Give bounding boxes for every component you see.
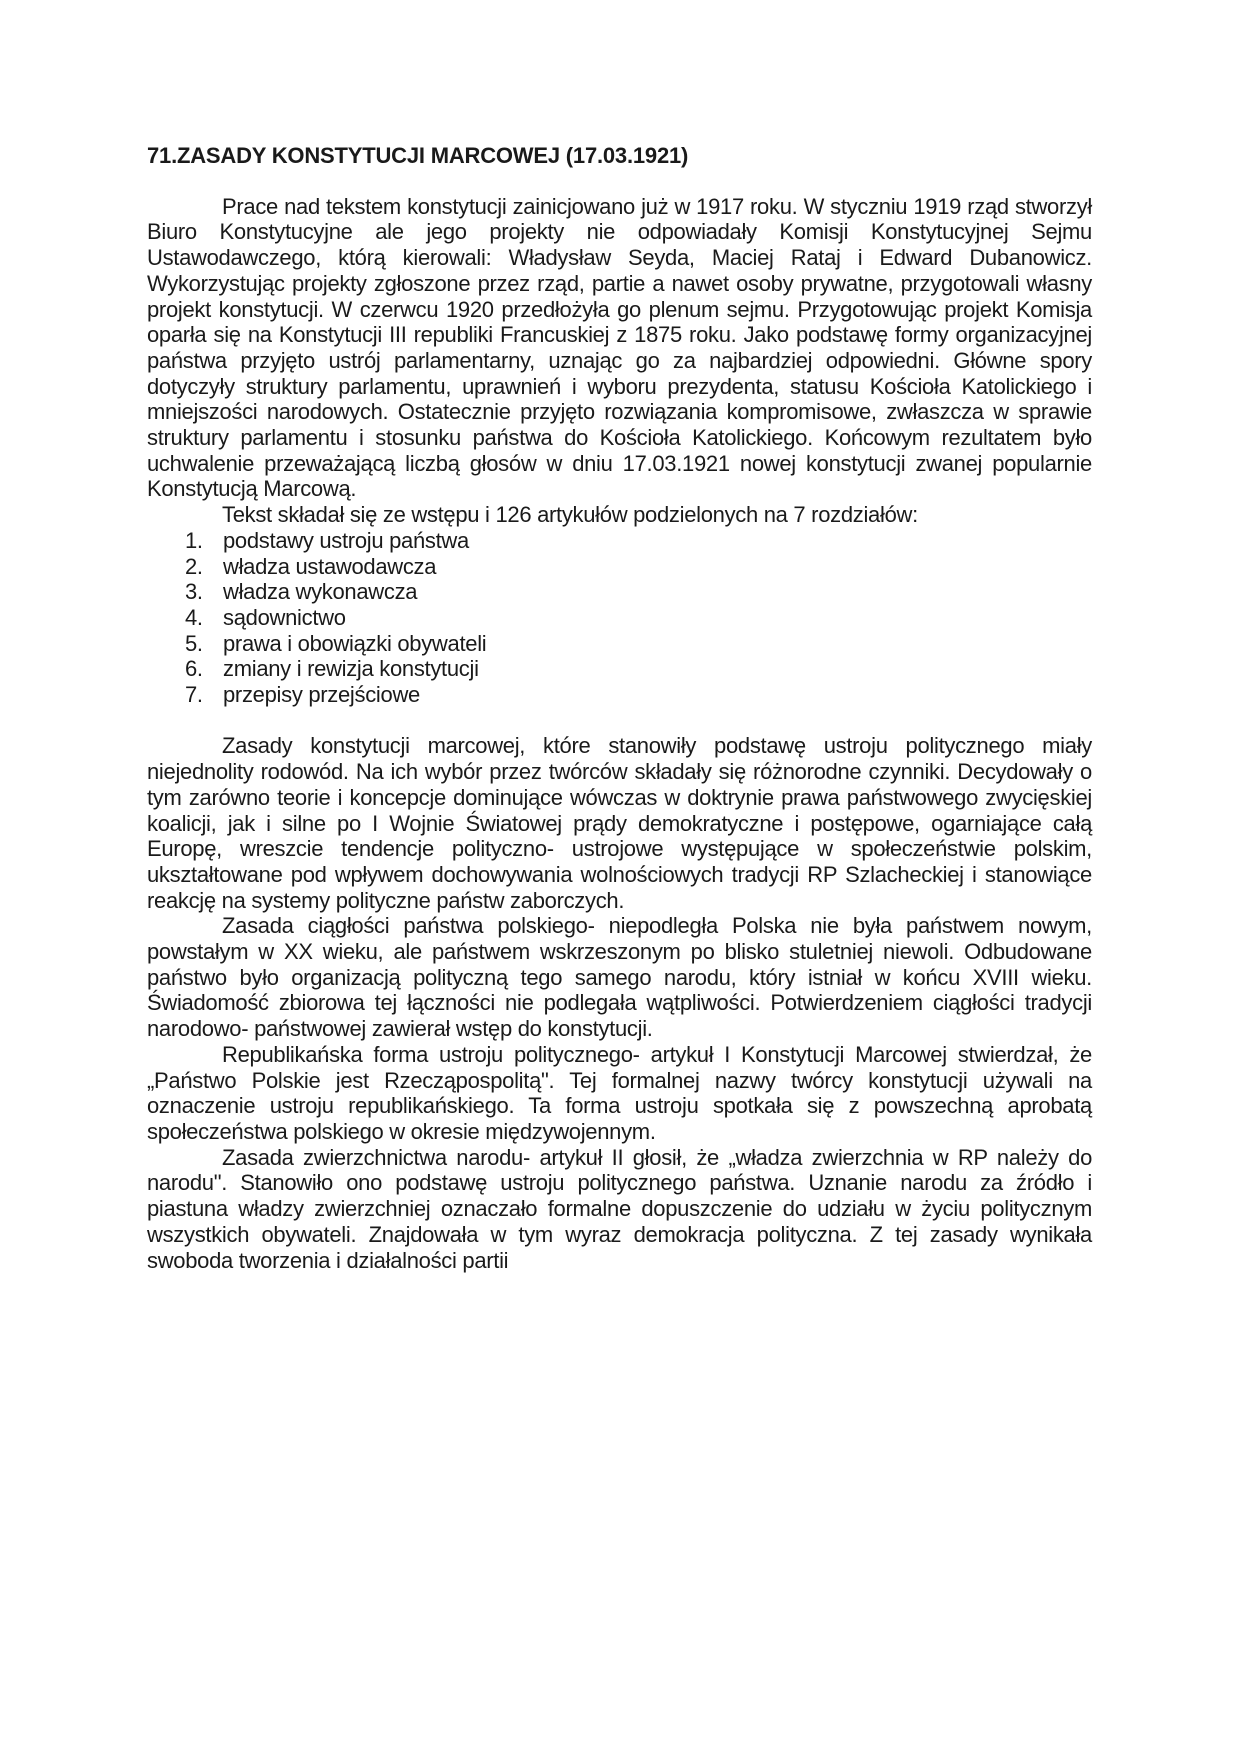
- chapter-item: 4. sądownictwo: [185, 604, 346, 630]
- chapter-item: 6. zmiany i rewizja konstytucji: [185, 656, 479, 682]
- document-title: 71.ZASADY KONSTYTUCJI MARCOWEJ (17.03.1921): [147, 143, 689, 168]
- document-page: [147, 143, 1092, 1273]
- chapter-item: 1. podstawy ustroju państwa: [185, 527, 469, 553]
- paragraph-republican-form: Republikańska forma ustroju politycznego- artykuł I Konstytucji Marcowej stwierdzał, że „Państwo Polskie jest Rzecząpospolitą". Tej formalnej nazwy twórcy konstytucji używali na oznaczenie ustroju republikańskiego. Ta forma ustroju spotkała się z powszechną aprobatą społeczeństwa polskiego w okresie międzywojennym.: [147, 1041, 1092, 1144]
- paragraph-continuity-principle: Zasada ciągłości państwa polskiego- niepodległa Polska nie była państwem nowym, powstałym w XX wieku, ale państwem wskrzeszonym po blisko stuletniej niewoli. Odbudowane państwo było organizacją polityczną tego samego narodu, który istniał w końcu XVIII wieku. Świadomość zbiorowa tej łączności nie podlegała wątpliwości. Potwierdzeniem ciągłości tradycji narodowo- państwowej zawierał wstęp do konstytucji.: [147, 913, 1092, 1042]
- paragraph-principles-origin: Zasady konstytucji marcowej, które stanowiły podstawę ustroju politycznego miały niejednolity rodowód. Na ich wybór przez twórców składały się różnorodne czynniki. Decydowały o tym zarówno teorie i koncepcje dominujące wówczas w doktrynie prawa państwowego zwycięskiej koalicji, jak i silne po I Wojnie Światowej prądy demokratyczne i postępowe, ogarniające całą Europę, wreszcie tendencje polityczno- ustrojowe występujące w społeczeństwie polskim, ukształtowane pod wpływem dochowywania wolnościowych tradycji RP Szlacheckiej i stanowiące reakcję na systemy polityczne państw zaborczych.: [147, 733, 1092, 913]
- chapter-item: 5. prawa i obowiązki obywateli: [185, 630, 487, 656]
- paragraph-intro-structure: Tekst składał się ze wstępu i 126 artykułów podzielonych na 7 rozdziałów:: [222, 502, 918, 528]
- chapter-item: 2. władza ustawodawcza: [185, 553, 437, 579]
- chapter-item: 7. przepisy przejściowe: [185, 682, 420, 708]
- paragraph-intro-history: Prace nad tekstem konstytucji zainicjowano już w 1917 roku. W styczniu 1919 rząd stworzył Biuro Konstytucyjne ale jego projekty nie odpowiadały Komisji Konstytucyjnej Sejmu Ustawodawczego, którą kierowali: Władysław Seyda, Maciej Rataj i Edward Dubanowicz. Wykorzystując projekty zgłoszone przez rząd, partie a nawet osoby prywatne, przygotowali własny projekt konstytucji. W czerwcu 1920 przedłożyła go plenum sejmu. Przygotowując projekt Komisja oparła się na Konstytucji III republiki Francuskiej z 1875 roku. Jako podstawę formy organizacyjnej państwa przyjęto ustrój parlamentarny, uznając go za najbardziej odpowiedni. Główne spory dotyczyły struktury parlamentu, uprawnień i wyboru prezydenta, statusu Kościoła Katolickiego i mniejszości narodowych. Ostatecznie przyjęto rozwiązania kompromisowe, zwłaszcza w sprawie struktury parlamentu i stosunku państwa do Kościoła Katolickiego. Końcowym rezultatem było uchwalenie przeważającą liczbą głosów w dniu 17.03.1921 nowej konstytucji zwanej popularnie Konstytucją Marcową.: [147, 193, 1092, 502]
- spacer: [147, 708, 1092, 734]
- paragraph-national-sovereignty: Zasada zwierzchnictwa narodu- artykuł II głosił, że „władza zwierzchnia w RP należy do narodu". Stanowiło ono podstawę ustroju politycznego państwa. Uznanie narodu za źródło i piastuna władzy zwierzchniej oznaczało formalne dopuszczenie do udziału w życiu politycznym wszystkich obywateli. Znajdowała w tym wyraz demokracja polityczna. Z tej zasady wynikała swoboda tworzenia i działalności partii: [147, 1144, 1092, 1273]
- chapter-item: 3. władza wykonawcza: [185, 579, 418, 605]
- chapters-list: [147, 528, 1092, 708]
